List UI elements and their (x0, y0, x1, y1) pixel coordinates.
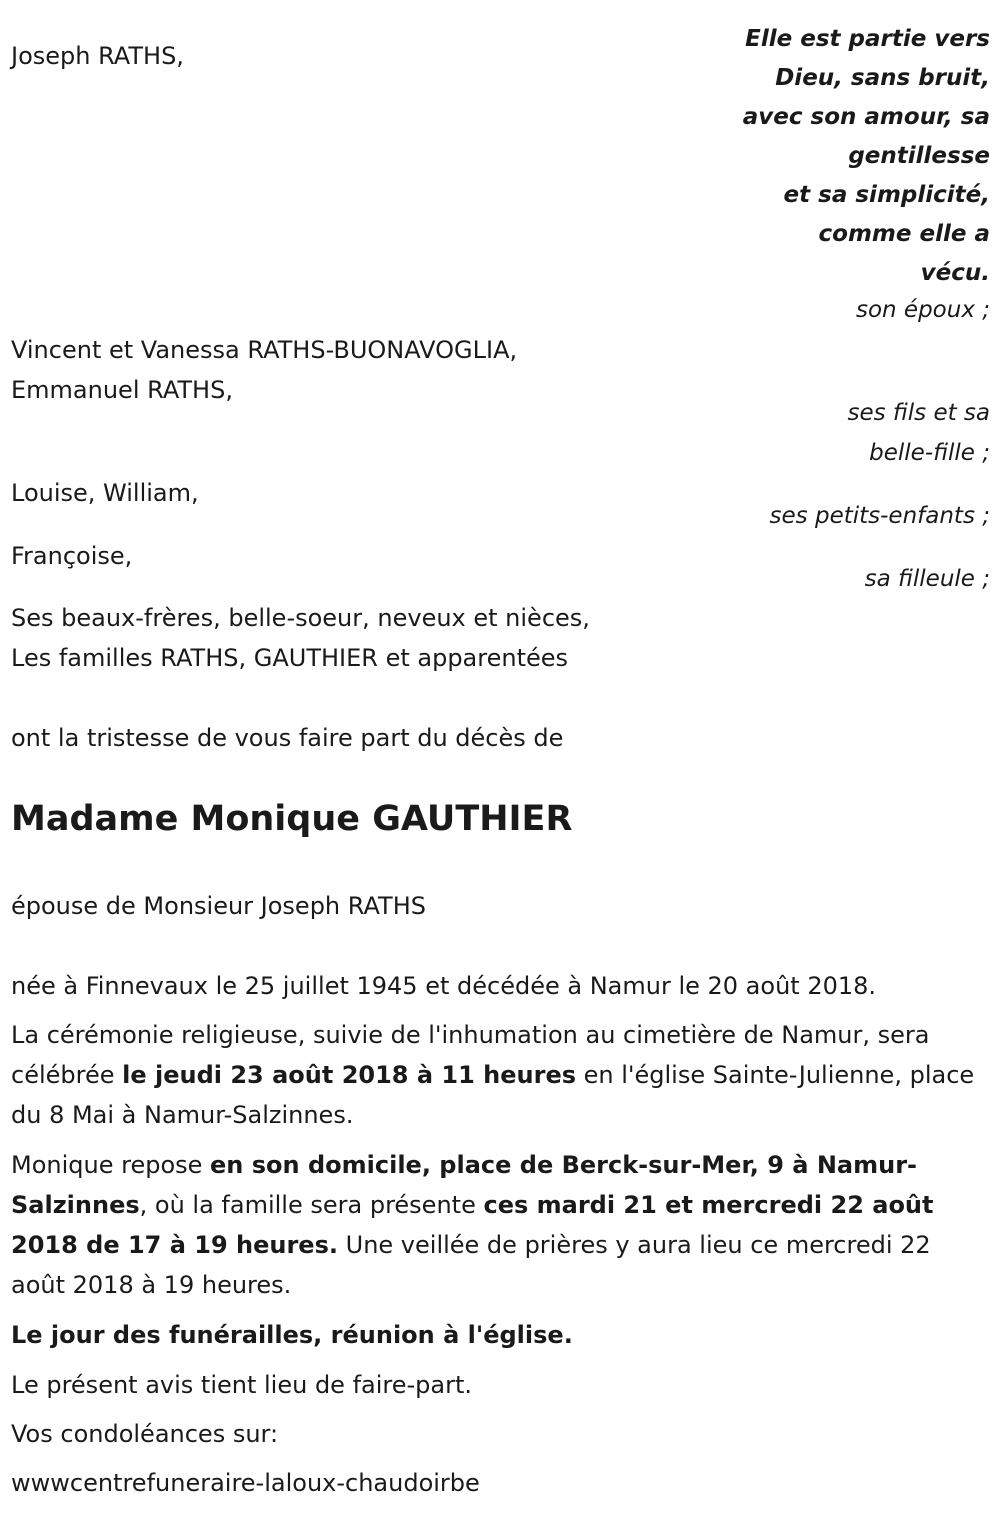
quote-line: et sa simplicité, (783, 182, 990, 208)
sons-role-line-2: belle-fille ; (869, 440, 990, 466)
ceremony-date: le jeudi 23 août 2018 à 11 heures (122, 1061, 577, 1089)
spouse-role: son époux ; (855, 297, 990, 323)
relatives-line-2: Les familles RATHS, GAUTHIER et apparentées (11, 644, 569, 672)
visitation-place: en son domicile, place de Berck-sur-Mer, 9 à Namur-Salzinnes (11, 1151, 918, 1219)
quote-line: gentillesse (848, 143, 990, 169)
quote-line: vécu. (920, 260, 990, 286)
visitation-dates: ces mardi 21 et mercredi 22 août 2018 de 17 à 19 heures. (11, 1191, 934, 1259)
birth-death: née à Finnevaux le 25 juillet 1945 et décédée à Namur le 20 août 2018. (11, 972, 877, 1000)
funeral-meeting: Le jour des funérailles, réunion à l'église. (11, 1321, 573, 1349)
relatives-line-1: Ses beaux-frères, belle-soeur, neveux et nièces, (11, 604, 590, 632)
grandchildren-role: ses petits-enfants ; (769, 503, 990, 529)
visitation-text-2: , où la famille sera présente (139, 1191, 484, 1219)
condolences-url[interactable]: wwwcentrefuneraire-laloux-chaudoirbe (11, 1469, 480, 1497)
ceremony-text-2: en l'église Sainte-Julienne, place du 8 Mai à Namur-Salzinnes. (11, 1061, 975, 1129)
announcement: ont la tristesse de vous faire part du décès de (11, 724, 564, 752)
ceremony-text-1: La cérémonie religieuse, suivie de l'inhumation au cimetière de Namur, sera célébrée (11, 1021, 930, 1089)
sons-role-line-1: ses fils et sa (847, 400, 990, 426)
notice: Le présent avis tient lieu de faire-part. (11, 1371, 473, 1399)
sons-line-1: Vincent et Vanessa RATHS-BUONAVOGLIA, (11, 336, 518, 364)
quote-line: comme elle a (818, 221, 990, 247)
goddaughter-name: Françoise, (11, 542, 133, 570)
visitation-text-3: Une veillée de prières y aura lieu ce mercredi 22 août 2018 à 19 heures. (11, 1231, 931, 1299)
spouse-of: épouse de Monsieur Joseph RATHS (11, 892, 426, 920)
goddaughter-role: sa filleule ; (864, 566, 990, 592)
visitation-paragraph (11, 1145, 991, 1305)
deceased-name: Madame Monique GAUTHIER (11, 799, 573, 839)
grandchildren-names: Louise, William, (11, 479, 199, 507)
visitation-text-1: Monique repose (11, 1151, 211, 1179)
ceremony-paragraph (11, 1015, 991, 1135)
sons-line-2: Emmanuel RATHS, (11, 376, 233, 404)
quote-line: avec son amour, sa (742, 104, 990, 130)
quote-block (730, 20, 990, 293)
condolences-label: Vos condoléances sur: (11, 1420, 279, 1448)
quote-line: Dieu, sans bruit, (775, 65, 990, 91)
spouse-name: Joseph RATHS, (11, 42, 184, 70)
quote-line: Elle est partie vers (745, 26, 990, 52)
